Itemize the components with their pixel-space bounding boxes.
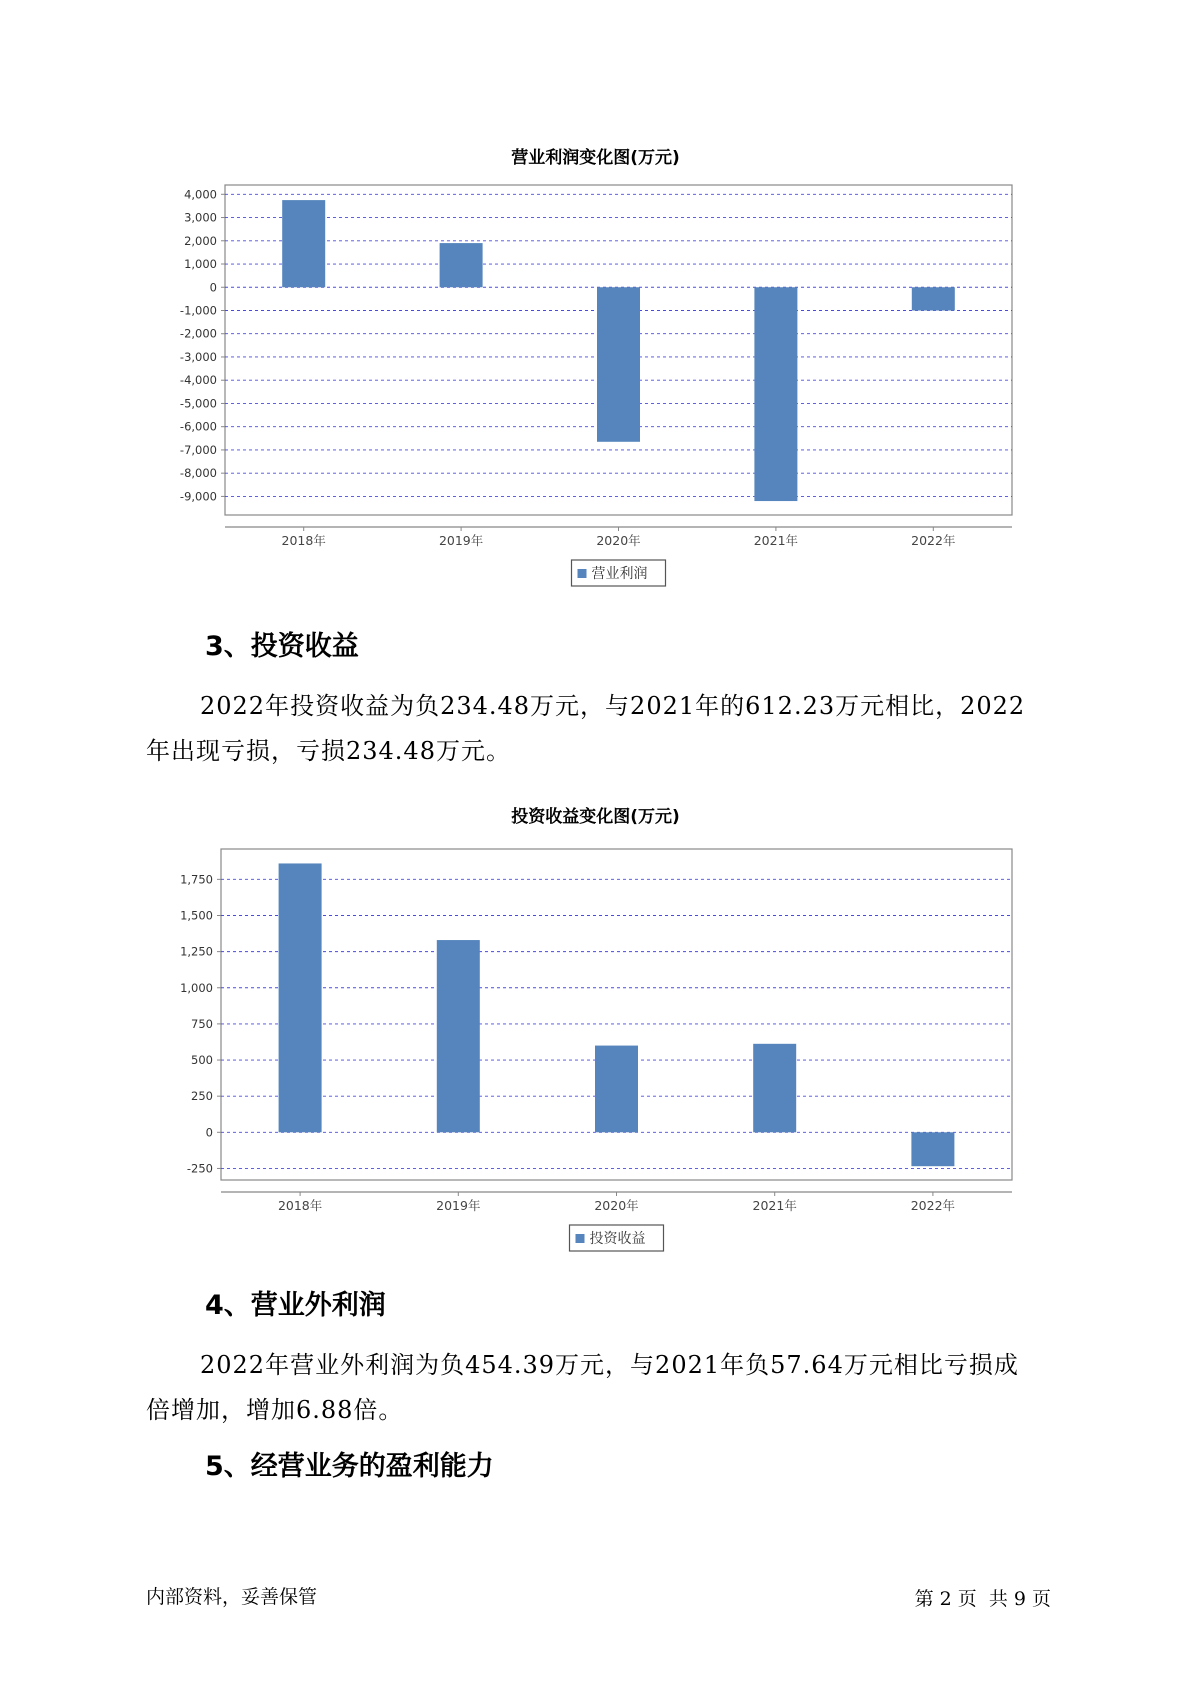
legend-swatch [576,1234,585,1243]
paragraph-line: 年出现亏损，亏损234.48万元。 [146,737,511,765]
chart-title-investment-income: 投资收益变化图(万元) [511,807,680,827]
chart-operating-profit-svg [0,170,1191,590]
x-tick-label: 2021年 [752,1198,797,1213]
paragraph-line: 倍增加，增加6.88倍。 [146,1396,404,1424]
y-tick-label: -6,000 [179,419,217,434]
y-tick-label: -250 [186,1161,213,1176]
legend-swatch [578,569,587,578]
x-tick-label: 2019年 [438,533,484,548]
y-tick-label: 250 [191,1089,213,1104]
chart-investment-income-svg [0,835,1191,1255]
section-heading-operating-profitability: 5、经营业务的盈利能力 [205,1451,494,1482]
bar-2020年 [597,287,640,442]
chart-operating-profit [0,170,1191,594]
footer-page-number: 第 2 页 共 9 页 [914,1588,1051,1610]
bar-2018年 [282,200,325,287]
y-tick-label: -9,000 [179,489,217,504]
x-tick-label: 2022年 [911,533,956,548]
bar-2019年 [440,243,483,287]
y-tick-label: 1,750 [180,872,213,887]
y-tick-label: 0 [205,1125,213,1140]
x-tick-label: 2022年 [910,1198,956,1213]
y-tick-label: 750 [191,1016,213,1031]
x-tick-label: 2020年 [596,533,641,548]
bar-2021年 [754,287,797,501]
y-tick-label: 0 [209,280,217,295]
paragraph-line: 2022年营业外利润为负454.39万元，与2021年负57.64万元相比亏损成 [200,1351,1019,1379]
bar-2022年 [911,1132,954,1166]
legend [570,1225,664,1251]
y-tick-label: -7,000 [179,442,217,457]
bar-2019年 [437,940,480,1132]
legend [572,560,666,586]
y-tick-label: 1,000 [180,980,213,995]
y-tick-label: 500 [191,1053,213,1068]
bar-2020年 [595,1046,638,1133]
bar-2021年 [753,1044,796,1132]
legend-label: 投资收益 [589,1231,646,1247]
y-tick-label: 2,000 [184,233,217,248]
paragraph-investment-income [146,684,1046,774]
section-heading-non-operating-profit: 4、营业外利润 [205,1290,386,1321]
footer-confidential-note: 内部资料，妥善保管 [146,1586,318,1608]
x-tick-label: 2021年 [753,533,799,548]
paragraph-non-operating-profit [146,1343,1046,1433]
x-tick-label: 2018年 [277,1198,323,1213]
y-tick-label: 1,000 [184,257,217,272]
y-tick-label: 4,000 [184,187,217,202]
y-tick-label: -3,000 [179,349,217,364]
chart-investment-income [0,835,1191,1259]
chart-title-operating-profit: 营业利润变化图(万元) [511,148,680,168]
y-tick-label: -1,000 [179,303,217,318]
x-tick-label: 2018年 [281,533,326,548]
x-tick-label: 2019年 [436,1198,481,1213]
y-tick-label: -8,000 [179,466,217,481]
bar-2018年 [279,863,322,1132]
y-tick-label: -2,000 [179,326,217,341]
y-tick-label: -5,000 [179,396,217,411]
bar-2022年 [912,287,955,310]
y-tick-label: 3,000 [184,210,217,225]
paragraph-line: 2022年投资收益为负234.48万元，与2021年的612.23万元相比，2022 [200,692,1026,720]
x-tick-label: 2020年 [594,1198,639,1213]
legend-label: 营业利润 [591,566,648,582]
y-tick-label: -4,000 [179,373,217,388]
section-heading-investment-income: 3、投资收益 [205,631,359,662]
y-tick-label: 1,500 [180,908,213,923]
y-tick-label: 1,250 [180,944,213,959]
